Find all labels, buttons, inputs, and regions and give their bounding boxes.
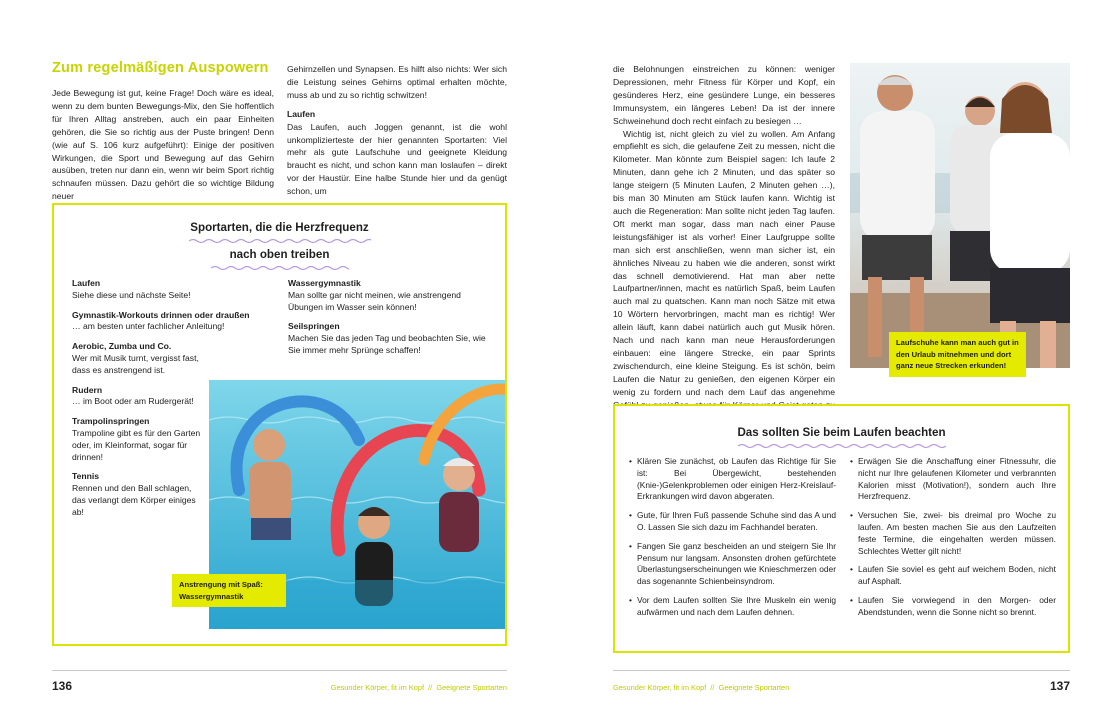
list-item: • Laufen Sie vorwiegend in den Morgen- oder Abendstunden, wenn die Sonne nicht so brennt. xyxy=(850,594,1056,617)
box-title-line: Das sollten Sie beim Laufen beachten xyxy=(737,426,946,439)
sport-name: Gymnastik-Workouts drinnen oder draußen xyxy=(72,309,250,320)
list-item xyxy=(72,341,204,376)
tip-text: Klären Sie zunächst, ob Laufen das Richtige für Sie ist: Bei Übergewicht, bestehenden (Knie-)Gelenkproblemen oder einigen Herz-Kreislauf-Erkrankungen wird davon abgeraten. xyxy=(637,456,836,502)
sport-desc: Siehe diese und nächste Seite! xyxy=(72,289,191,300)
sport-name: Trampolinspringen xyxy=(72,416,150,427)
sports-list-right xyxy=(288,278,488,357)
runners-photo xyxy=(850,63,1070,368)
sport-name: Laufen xyxy=(72,278,101,288)
list-item xyxy=(72,309,250,334)
list-item xyxy=(72,385,204,409)
tips-list-left xyxy=(627,456,836,619)
wave-underline xyxy=(211,265,349,271)
photo-caption: Anstrengung mit Spaß: Wassergymnastik xyxy=(172,574,286,607)
sport-desc: Trampoline gibt es für den Garten oder, im Kleinformat, sogar für drinnen! xyxy=(72,427,201,462)
subheading-laufen: Laufen xyxy=(287,108,316,119)
list-item: • Erwägen Sie die Anschaffung einer Fitnessuhr, die nicht nur Ihre gelaufenen Kilometer und verbrannten Kalorien misst (Motivation!), sondern auch Ihre Herzfrequenz. xyxy=(850,456,1056,502)
list-item xyxy=(288,321,488,356)
left-column-1 xyxy=(52,87,274,203)
section-heading: Zum regelmäßigen Auspowern xyxy=(52,60,269,76)
list-item: • Laufen Sie soviel es geht auf weichem Boden, nicht auf Asphalt. xyxy=(850,564,1056,587)
sport-name: Seilspringen xyxy=(288,321,340,332)
sport-desc: Wer mit Musik turnt, vergisst fast, dass es anstrengend ist. xyxy=(72,352,199,375)
footer-rule xyxy=(52,670,507,671)
sport-desc: Rennen und den Ball schlagen, das verlangt dem Körper einiges ab! xyxy=(72,483,196,517)
sports-box-title xyxy=(54,217,505,271)
right-column-text xyxy=(613,63,835,424)
box-title-line: Sportarten, die die Herzfrequenz xyxy=(190,221,369,234)
list-item: • Vor dem Laufen sollten Sie Ihre Muskeln ein wenig aufwärmen und nach dem Laufen dehnen. xyxy=(629,594,836,617)
list-item: • Gute, für Ihren Fuß passende Schuhe sind das A und O. Lassen Sie sich dazu im Fachhandel beraten. xyxy=(629,510,836,532)
sports-list-left xyxy=(72,278,250,519)
list-item: • Fangen Sie ganz bescheiden an und steigern Sie Ihr Pensum nur langsam. Ansonsten drohen gefürchtete Überlastungserscheinungen wie Knieschmerzen oder das sogenannte Schienbeinsyndrom. xyxy=(629,540,836,587)
tip-text: Vor dem Laufen sollten Sie Ihre Muskeln ein wenig aufwärmen und nach dem Laufen dehnen. xyxy=(637,594,836,617)
list-item xyxy=(288,278,488,313)
body-paragraph: die Belohnungen einstreichen zu können: weniger Depressionen, mehr Fitness für Körper und Kopf, ein gesünderes Herz, eine gesündere Lunge, ein besseres Immunsystem, ein längeres Leben! Da ist der innere Schweinehund doch recht einfach zu besiegen … xyxy=(613,64,835,126)
sport-name: Tennis xyxy=(72,471,100,482)
tip-text: Fangen Sie ganz bescheiden an und steigern Sie Ihr Pensum nur langsam. Ansonsten drohen gefürchtete Überlastungserscheinungen wie Knieschmerzen oder das sogenannte Schienbeinsyndrom. xyxy=(637,540,836,587)
tip-text: Versuchen Sie, zwei- bis dreimal pro Woche zu laufen. Am besten machen Sie aus den Laufzeiten feste Termine, die eingehalten werden müssen. Schlechtes Wetter gilt nicht! xyxy=(858,510,1056,556)
list-item: • Versuchen Sie, zwei- bis dreimal pro Woche zu laufen. Am besten machen Sie aus den Laufzeiten feste Termine, die eingehalten werden müssen. Schlechtes Wetter gilt nicht! xyxy=(850,510,1056,556)
tips-list-right xyxy=(848,456,1056,619)
running-head: Gesunder Körper, fit im Kopf // Geeignete Sportarten xyxy=(330,683,507,692)
box-title-line: nach oben treiben xyxy=(229,248,330,261)
body-paragraph: Wichtig ist, nicht gleich zu viel zu wollen. Am Anfang empfiehlt es sich, die gelaufene Zeit zu messen, nicht die Kilometer. Man könnte zum Beispiel sagen: Ich laufe 2 Minuten, dann gehe ich 2 Minuten, und das später so lange steigern (5 Minuten Laufen, 2 Minuten gehen …), bis man 30 Minuten am Stück laufen kann. Wichtig ist auch die Regeneration: Man sollte nicht jeden Tag laufen. Oft merkt man sogar, dass man nach einer Pause leistungsfähiger ist als vorher! Einer Laufgruppe sollte man sich erst anschließen, wenn man sicher ist, ein ähnliches Niveau zu haben wie die anderen, sonst wirkt das schnell demotivierend. Hat man aber nette Laufpartner/innen, macht es natürlich Spaß, beim Laufen auch mal zu quatschen. Kann man noch Sätze mit etwa 10 Wörtern hervorbringen, macht man es richtig! Wer allein läuft, kann dabei natürlich auch gut Musik hören. Nach und nach kann man neue Herausforderungen einbauen: eine längere Strecke, ein paar Sprints zwischendurch, eine kleine Steigung. Es ist schön, beim Laufen die Natur zu genießen, den eigenen Körper ein wenig zu fordern und nach dem Lauf das angenehme xyxy=(613,128,835,397)
body-paragraph: Gehirnzellen und Synapsen. Es hilft also nichts: Wer sich die Leistung seines Gehirns optimal erhalten möchte, muss ab und zu so richtig schwitzen! xyxy=(287,64,507,100)
body-paragraph: Jede Bewegung ist gut, keine Frage! Doch wäre es ideal, wenn zu dem bunten Bewegungs-Mix, den Sie hoffentlich für Ihren Alltag anstreben, auch ein paar Einheiten gehören, die Sie so richtig aus der Puste bringen! Denn (wie auf S. 106 kurz aufgeführt): Einige der positiven Wirkungen, die Sport und Bewegung auf das Gehirn ausüben, treten nur dann ein, wenn wir beim Sport richtig schnaufen müssen. Dazu gehört die so wichtige Bildung neuer xyxy=(52,88,274,202)
left-column-2 xyxy=(287,63,507,198)
sport-desc: Machen Sie das jeden Tag und beobachten Sie, wie Sie immer mehr Sprünge schaffen! xyxy=(288,333,486,355)
sport-name: Wassergymnastik xyxy=(288,278,361,288)
list-item: • Klären Sie zunächst, ob Laufen das Richtige für Sie ist: Bei Übergewicht, bestehenden (Knie-)Gelenkproblemen oder einigen Herz-Kreislauf-Erkrankungen wird davon abgeraten. xyxy=(629,456,836,502)
wave-underline xyxy=(738,443,946,449)
tips-box-title xyxy=(615,422,1068,449)
tip-text: Laufen Sie vorwiegend in den Morgen- oder Abendstunden, wenn die Sonne nicht so brennt. xyxy=(858,594,1056,617)
sport-desc: … am besten unter fachlicher Anleitung! xyxy=(72,321,225,332)
footer-rule xyxy=(613,670,1070,671)
running-head: Gesunder Körper, fit im Kopf // Geeignete Sportarten xyxy=(613,683,790,692)
sport-name: Aerobic, Zumba und Co. xyxy=(72,341,172,352)
page-number: 136 xyxy=(52,679,73,693)
tip-text: Erwägen Sie die Anschaffung einer Fitnessuhr, die nicht nur Ihre gelaufenen Kilometer und verbrannten Kalorien misst (Motivation!), sondern auch Ihre Herzfrequenz. xyxy=(858,456,1056,502)
sport-desc: … im Boot oder am Rudergerät! xyxy=(72,396,194,407)
list-item xyxy=(72,416,204,463)
list-item xyxy=(72,471,204,518)
sports-box xyxy=(52,203,507,646)
list-item xyxy=(72,278,204,302)
tip-text: Laufen Sie soviel es geht auf weichem Boden, nicht auf Asphalt. xyxy=(858,564,1056,587)
tip-text: Gute, für Ihren Fuß passende Schuhe sind das A und O. Lassen Sie sich dazu im Fachhandel beraten. xyxy=(637,510,836,532)
photo-caption: Laufschuhe kann man auch gut in den Urlaub mitnehmen und dort ganz neue Strecken erkunden! xyxy=(889,332,1026,377)
runners-illustration xyxy=(850,63,1070,368)
tips-box xyxy=(613,404,1070,653)
body-paragraph: Das Laufen, auch Joggen genannt, ist die wohl unkomplizierteste der hier genannten Sportarten: Viel mehr als gute Laufschuhe und geeignete Kleidung braucht es nicht, und schon kann man loslaufen – direkt vor der Haustür. Eine halbe Stunde hier und da genügt schon, um xyxy=(287,121,507,197)
sport-name: Rudern xyxy=(72,384,103,395)
sport-desc: Man sollte gar nicht meinen, wie anstrengend Übungen im Wasser sein können! xyxy=(288,289,461,312)
page-number: 137 xyxy=(1049,679,1070,693)
